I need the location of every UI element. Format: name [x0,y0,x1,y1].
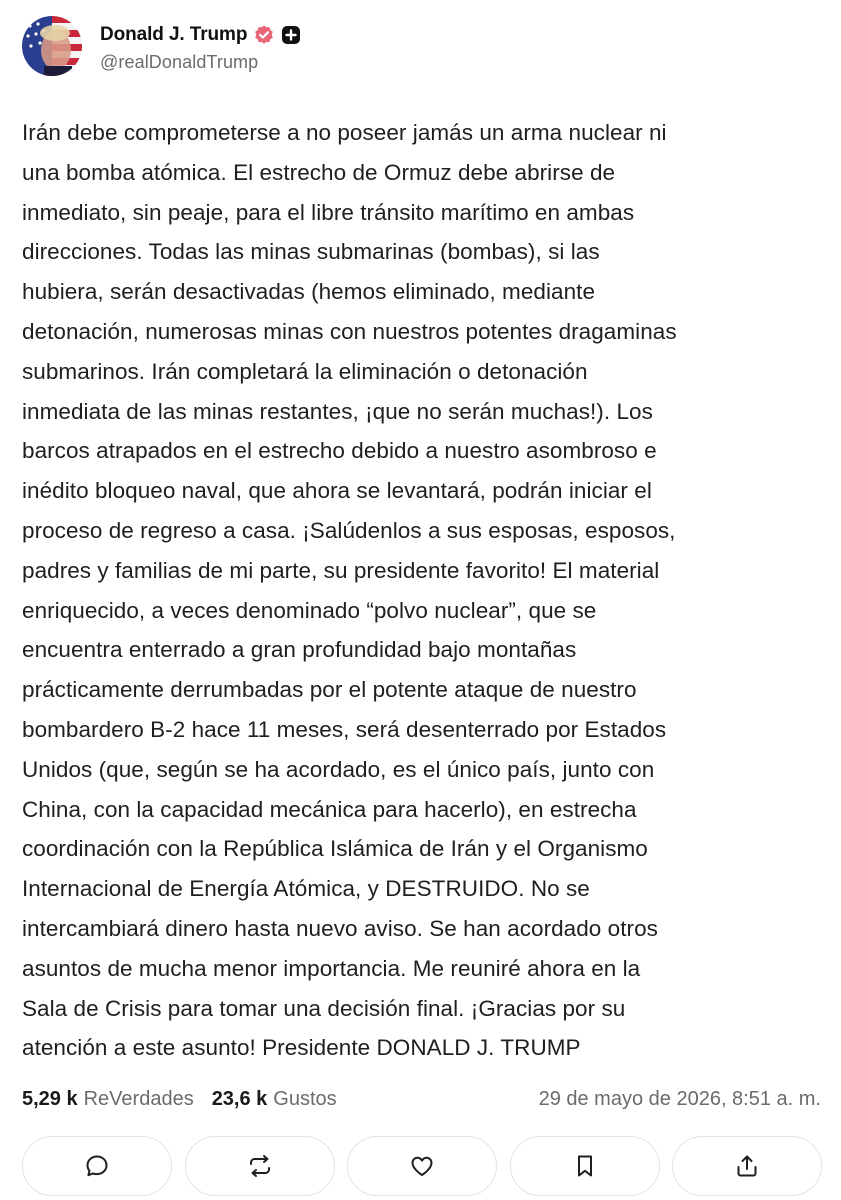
reply-button[interactable] [22,1136,172,1196]
handle[interactable]: @realDonaldTrump [100,51,259,72]
likes-count: 23,6 k [211,1087,268,1110]
reposts-label: ReVerdades [83,1087,194,1110]
bookmark-button[interactable] [510,1136,660,1196]
reposts-count: 5,29 k [22,1087,78,1110]
post-text: Irán debe comprometerse a no poseer jamás un arma nuclear ni una bomba atómica. El estrecho de Ormuz debe abrirse de inmediato, sin peaje, para el libre tránsito marítimo en ambas direcciones. Todas las minas submarinas (bombas), si las hubiera, serán desactivadas (hemos eliminado, mediante detonación, numerosas minas con nuestros potentes dragaminas submarinos. Irán completará la eliminación o detonación inmediata de las minas restantes, ¡que no serán muchas!). Los barcos atrapados en el estrecho debido a nuestro asombroso e inédito bloqueo naval, que ahora se levantará, podrán iniciar el proceso de regreso a casa. ¡Salúdenlos a sus esposas, esposos, padres y familias de mi parte, su presidente favorito! El material enriquecido, a veces denominado “polvo nuclear”, que se encuentra enterrado a gran profundidad bajo montañas prácticamente derrumbadas por el potente ataque de nuestro bombardero B-2 hace 11 meses, será desenterrado por Estados Unidos (que, según se ha acordado, es el único país, junto con China, con la capacidad mecánica para hacerlo), en estrecha coordinación con la República Islámica de Irán y el Organismo Internacional de Energía Atómica, y DESTRUIDO. No se intercambiará dinero hasta nuevo aviso. Se han acordado otros asuntos de mucha menor importancia. Me reuniré ahora en la Sala de Crisis para tomar una decisión final. ¡Gracias por su atención a este asunto! Presidente DONALD J. TRUMP [22,120,677,1061]
display-name[interactable]: Donald J. Trump [100,23,248,45]
avatar[interactable] [22,16,82,76]
bookmark-icon [571,1152,599,1180]
verified-badge-icon [253,24,275,46]
name-row [100,20,301,50]
likes-stat[interactable] [212,1088,337,1111]
like-button[interactable] [347,1136,497,1196]
likes-label: Gustos [273,1087,337,1110]
author-identity [100,20,301,73]
plus-badge-icon [281,25,301,45]
reply-icon [83,1152,111,1180]
share-icon [733,1152,761,1180]
timestamp: 29 de mayo de 2026, 8:51 a. m. [538,1087,821,1110]
action-bar [22,1136,822,1198]
avatar-flag-portrait-icon [22,16,82,76]
share-button[interactable] [672,1136,822,1196]
post-stats [22,1084,821,1114]
repost-icon [246,1152,274,1180]
like-icon [408,1152,436,1180]
post-header [22,15,301,77]
reposts-stat[interactable] [22,1088,194,1111]
repost-button[interactable] [185,1136,335,1196]
